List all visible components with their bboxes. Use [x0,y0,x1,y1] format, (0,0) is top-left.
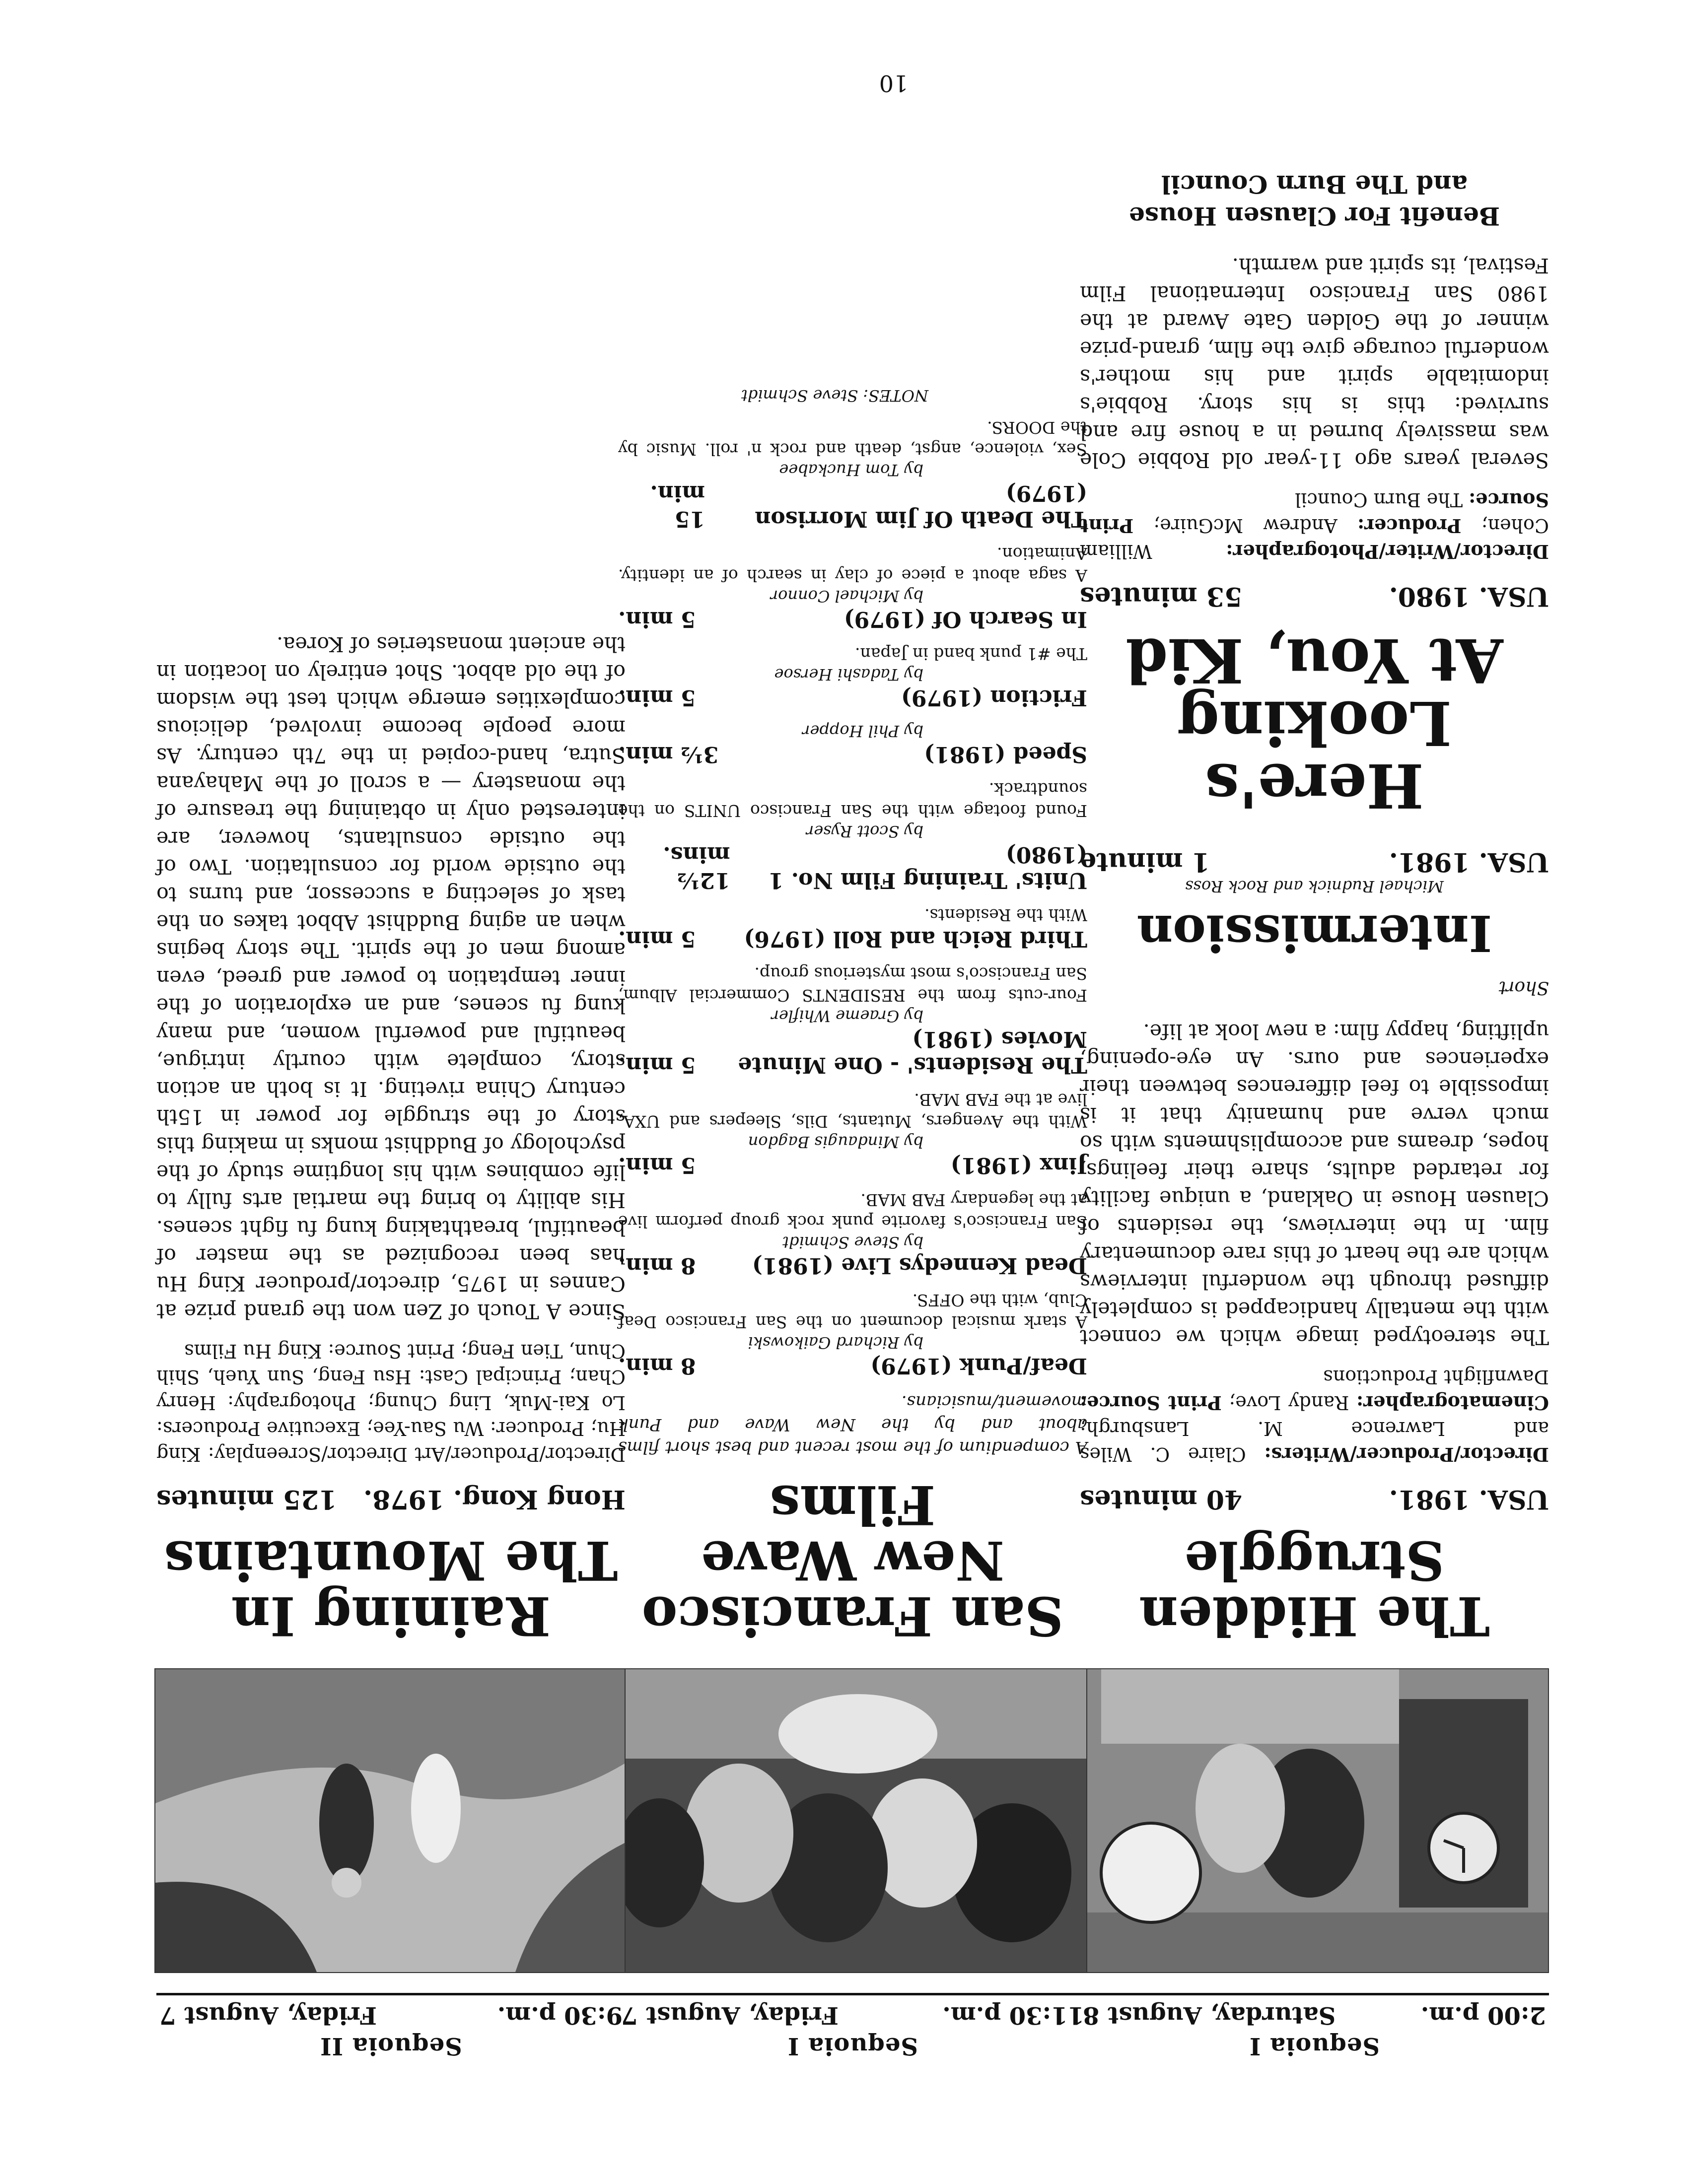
film-meta [1080,1484,1549,1514]
film-title [618,1473,1087,1647]
program-intro: A compendium of the most recent and best short films about and by the New Wave and Punk movement/musicians. [618,1392,1087,1457]
film-title [1080,625,1549,821]
runtime: 40 minutes [1080,1484,1243,1514]
column-new-wave-films [618,386,1087,2060]
film-title [1080,1529,1549,1647]
program-notes: NOTES: Steve Schmidt [741,386,928,405]
film-entry-runtime: 15 min. [650,480,705,532]
film-entry-director: by Mindaugis Bagdon [748,1133,923,1152]
film-entry-description: San Francisco's favorite punk rock group perform live at the legendary FAB MAB. [618,1190,1087,1231]
intermission-meta [1080,847,1549,877]
film-entry-header [618,606,1087,632]
benefit-line: and The Burn Council [1161,170,1468,199]
film-entry-director: by Tadashi Hersoe [774,665,923,684]
column-raining-in-the-mountains [156,630,626,2060]
film-entry-title: Third Reich and Roll (1976) [744,926,1087,952]
column-hidden-struggle [1080,168,1549,2060]
screening-date: Friday, August 7 [159,2001,377,2029]
film-description: Several years ago 11-year old Robbie Cole was massively burned in a house fire and survived: this is his story. Robbie's indomitable spirit and his mother's wonderful courage give the film, grand-prize winner of the Golden Gate Award at the 1980 San Francisco International Film Festival, its spirit and warmth. [1080,254,1549,472]
film-entry-title: Jinx (1981) [950,1153,1087,1178]
credits-label: Cinematographer: [1356,1392,1549,1414]
screening-time: 2:00 p.m. [1420,2001,1546,2029]
screening-time: 11:30 p.m. [942,2001,1084,2029]
country-year: USA. 1980. [1389,581,1549,612]
film-entry-header [618,741,1087,767]
film-entry-runtime: 8 min. [618,1253,696,1278]
film-title-line: San Francisco [641,1584,1064,1647]
screening-date: Friday, August 7 [621,2001,839,2029]
film-still-photo [154,1668,626,1973]
country-year: USA. 1981. [1389,1484,1549,1514]
film-entry [618,1189,1087,1278]
film-title-line: At You, Kid [1125,625,1503,696]
film-entry-description: Found footage with the San Francisco UNITS on the soundtrack. [618,779,1087,820]
credits-text: The Burn Council [1295,489,1463,511]
credits-label: Director/Writer/Photographer: [1226,541,1549,563]
runtime: 53 minutes [1080,581,1243,612]
film-entry-title: Units' Training Film No. 1 (1980) [768,842,1087,893]
film-title-line: Raining In [231,1584,551,1647]
time-date-row [1083,2001,1546,2029]
film-entry-description: With the Avengers, Mutants, Dils, Sleepers and UXA, live at the FAB MAB. [618,1090,1087,1131]
film-entry-title: The Death Of Jim Morrison (1979) [755,480,1087,532]
film-entry-title: Dead Kennedys Live (1981) [752,1253,1087,1278]
film-entry [618,778,1087,893]
credits-text: William Cohen; [1080,515,1549,562]
film-entry-runtime: 5 min. [618,926,696,952]
film-entry-description: A stark musical document on the San Francisco Deaf Club, with the OFFS. [618,1291,1087,1332]
film-entry-description: The #1 punk band in Japan. [855,644,1087,664]
monks-landscape-photo-icon [155,1669,625,1972]
credits-label: Print Source: [1080,1392,1222,1414]
film-entry-header [618,1252,1087,1278]
benefit-line: Benefit For Clausen House [1128,202,1500,231]
film-entry-director: by Phil Hopper [802,722,923,741]
film-entry-director: by Steve Schmidt [782,1233,923,1252]
film-meta [1080,581,1549,612]
page-number: 10 [879,70,909,97]
film-entry [618,721,1087,767]
film-still-photo [616,1668,1087,1973]
punk-crowd-photo-icon [617,1669,1086,1972]
credits-label: Print Source: [1080,489,1549,537]
screening-header [1080,1993,1549,2060]
film-title-line: New Wave Films [701,1473,1005,1591]
film-credits: Director/Producer/Art Director/Screenplay: King Hu; Producer: Wu Sau-Yee; Executive Producers: Lo Kai-Muk, Ling Chung; Photography: Henry Chan; Principal Cast: Hsu Feng, Sun Yueh, Shih Chun, Tien Feng; Print Source: King Hu Films [156,1340,626,1465]
film-entry-title: In Search Of (1979) [844,607,1087,632]
film-entry-director: by Scott Ryser [806,822,923,841]
film-entry-header [618,926,1087,952]
film-entry-runtime: 5 min. [618,1153,696,1178]
venue-label: Sequoia II [320,2032,462,2060]
time-date-row [159,2001,623,2029]
film-entry-title: Friction (1979) [901,685,1087,710]
film-meta [156,1484,626,1514]
film-description: Since A Touch of Zen won the grand prize at Cannes in 1975, director/producer King Hu has been recognized as the master of beautiful, breathtaking kung fu fight scenes. His ability to bring the martial arts fully to life combines with his longtime study of the psychology of Buddhist monks in making this story of the struggle for power in 15th century China riveting. It is both an action story, complete with courtly intrigue, beautiful and powerful women, and many kung fu scenes, and an exploration of the inner temptation to power and greed, even among men of the spirit. The story begins when an aging Buddhist Abbot takes on the task of selecting a successor, and turns to the outside world for consultation. Two of the outside consultants, however, are interested only in obtaining the treasure of the monastery — a scroll of the Mahayana Sutra, hand-copied in the 7th century. As more people become involved, delicious complexities emerge which test the wisdom of the old abbot. Shot entirely on location in the ancient monasteries of Korea. [156,632,626,1323]
film-entry-description: Sex, violence, angst, death and rock n' roll. Music by the DOORS. [618,418,1087,459]
film-entry-header [618,1152,1087,1178]
film-entry [618,904,1087,952]
film-credits [1080,1364,1549,1467]
film-entry-title: Speed (1981) [924,742,1087,767]
film-entry [618,643,1087,710]
film-entry [618,962,1087,1078]
intermission-credit: Michael Rudnick and Rock Ross [1185,877,1444,896]
film-title-line: The Mountains [164,1529,618,1591]
screening-header [156,1993,626,2060]
film-entry-header [618,1353,1087,1378]
benefit-note [1080,168,1549,232]
runtime: 125 minutes [156,1484,337,1514]
film-entry [618,1289,1087,1378]
venue-label: Sequoia I [787,2032,918,2060]
film-title-line: Struggle [1184,1529,1445,1591]
film-entry-runtime: 12½ mins. [663,842,730,893]
film-entry-runtime: 8 min. [618,1353,696,1378]
credits-text: Randy Love; [1229,1392,1349,1414]
intermission-title: Intermission [1136,904,1492,962]
country-year: Hong Kong. 1978. [363,1484,626,1514]
film-entry-title: Deaf/Punk (1979) [870,1353,1087,1378]
film-entry-description: A saga about a piece of clay in search of an identity. Animation. [618,544,1087,585]
film-entry-director: by Michael Connor [770,587,923,606]
film-title-line: Here's Looking [1177,687,1452,821]
film-entry [618,416,1087,532]
film-entry-director: by Tom Huckabee [779,461,923,479]
credits-text: Dawnflight Productions [1323,1366,1549,1388]
film-entry-runtime: 5 min. [618,685,696,710]
runtime: 1 minute [1080,847,1210,877]
film-entry-header [618,841,1087,893]
film-title [156,1529,626,1647]
short-tag: Short [1498,977,1549,998]
country-year: USA. 1981. [1389,847,1549,877]
film-entry-header [618,480,1087,532]
credits-label: Producer: [1357,515,1462,537]
film-entry-director: by Graeme Whifler [771,1007,923,1025]
film-entry-header [618,684,1087,710]
credits-label: Director/Producer/Writers: [1264,1443,1549,1466]
film-entry-title: The Residents' - One Minute Movies (1981) [738,1026,1087,1078]
film-entry-runtime: 5 min. [618,1052,696,1078]
film-title-line: The Hidden [1139,1584,1490,1647]
film-entry-description: With the Residents. [924,905,1087,925]
film-description: The stereotyped image which we connect with the mentally handicapped is completely diffused through the wonderful interviews which are the heart of this rare documentary film. In the interviews, the residents of Clausen House in Oakland, a unique facility for retarded adults, share their feelings, hopes, dreams and accomplishments with so much verve and humanity that it is impossible to feel differences between their experiences and ours. An eye-opening, uplifting, happy film: a new look at life. [1080,1020,1549,1349]
film-entry-runtime: 5 min. [618,607,696,632]
credits-text: Andrew McGuire; [1153,515,1337,537]
film-entry [618,543,1087,632]
screening-time: 9:30 p.m. [497,2001,623,2029]
film-still-photo [1078,1668,1549,1973]
screening-date: Saturday, August 8 [1083,2001,1336,2029]
clock-room-photo-icon [1079,1669,1548,1972]
film-entry [618,1089,1087,1178]
short-film-list [618,416,1087,1378]
film-entry-runtime: 3½ min. [618,742,719,767]
time-date-row [621,2001,1084,2029]
film-entry-director: by Richard Gaikowski [748,1333,923,1352]
film-credits [1080,487,1549,564]
film-entry-header [618,1026,1087,1078]
film-entry-description: Four-cuts from the RESIDENTS Commercial Album, San Francisco's most mysterious group. [618,964,1087,1005]
venue-label: Sequoia I [1249,2032,1380,2060]
screening-header [618,1993,1087,2060]
credits-text: Claire C. Wiles and Lawrence M. Lansburgh; [1080,1418,1549,1465]
